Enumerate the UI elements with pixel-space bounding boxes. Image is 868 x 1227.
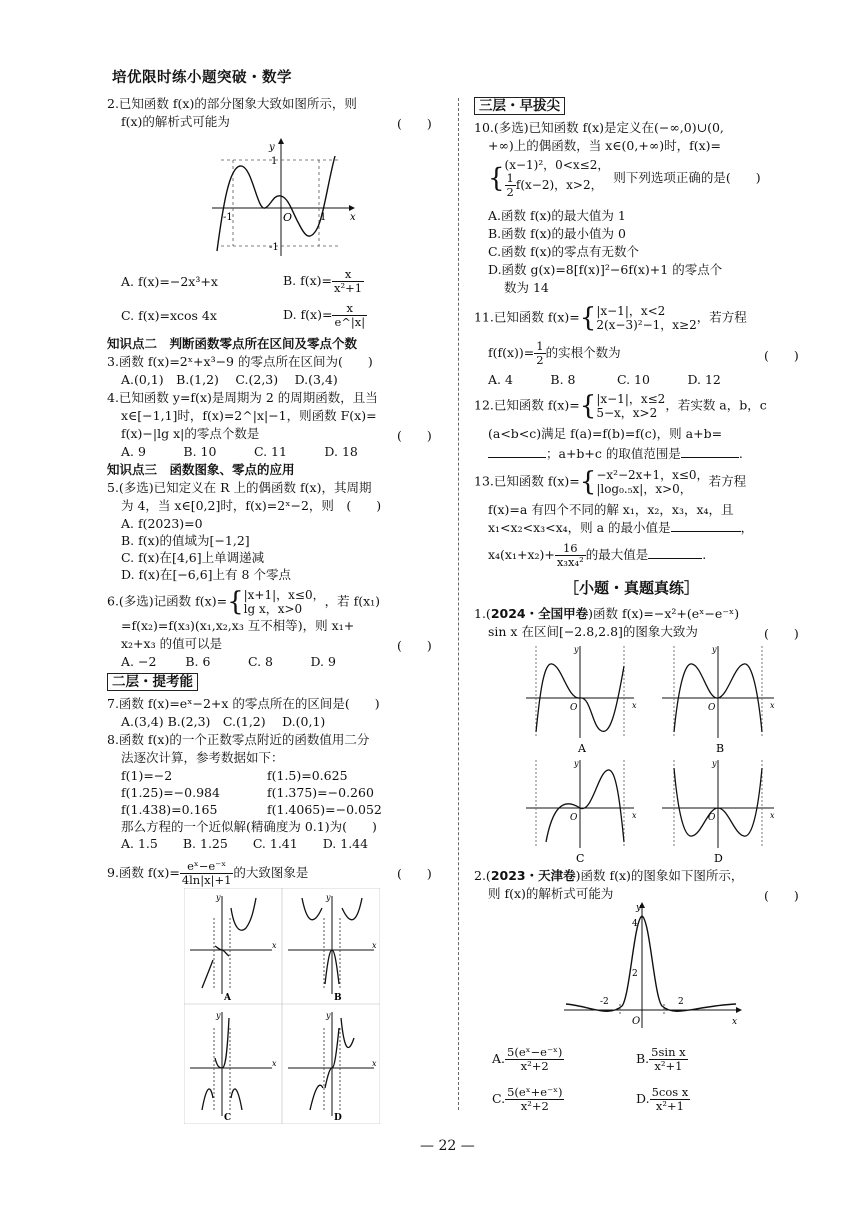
q9-line1: 9.函数 f(x)= $\frac{\text{eˣ−e⁻ˣ}}{4\ln|x|+1}$ 的大致图象是 [107, 859, 309, 887]
q2-answer-paren: ( ) [397, 116, 432, 131]
svg-text:x: x [372, 941, 377, 950]
svg-text:x: x [770, 811, 775, 820]
svg-text:y: y [574, 759, 579, 768]
q13-line2: f(x)=a 有四个不同的解 x₁，x₂，x₃，x₄，且 [488, 502, 734, 517]
q2-curve [217, 156, 335, 251]
q12-line1: 12.已知函数 f(x)={ |x−1|，x≤2 5−x，x>2 ，若实数 a，b，c [474, 391, 767, 421]
q9-graphs [184, 888, 380, 1124]
svg-text:x: x [272, 1059, 277, 1068]
q13-blank-1[interactable] [671, 531, 741, 532]
q12-line3: ；a+b+c 的取值范围是 . [488, 446, 743, 462]
svg-text:B: B [334, 993, 342, 1003]
svg-text:x: x [632, 811, 637, 820]
q9-graph-a [190, 893, 277, 1003]
q4-answer-paren: ( ) [397, 428, 432, 443]
r2-line1: 2.(2023・天津卷)函数 f(x)的图象如下图所示， [474, 868, 744, 883]
q2-tick-y1: 1 [271, 156, 278, 167]
q12-line2: (a<b<c)满足 f(a)=f(b)=f(c)，则 a+b= [488, 426, 723, 441]
tier-2-heading: 二层・提考能 [107, 674, 198, 690]
svg-text:-2: -2 [600, 997, 609, 1007]
q2-option-c: C. f(x)=xcos 4x [121, 308, 217, 323]
q6-line3: x₂+x₃ 的值可以是 [121, 636, 223, 651]
q3-line1: 3.函数 f(x)=2ˣ+x³−9 的零点所在区间为( ) [107, 354, 373, 369]
q2-line2: f(x)的解析式可能为 [121, 114, 230, 129]
page-header: 培优限时练小题突破・数学 [112, 70, 292, 86]
svg-text:O: O [632, 1016, 641, 1027]
q4-line1: 4.已知函数 y=f(x)是周期为 2 的周期函数，且当 [107, 390, 378, 405]
svg-text:y: y [216, 1011, 221, 1020]
svg-text:y: y [574, 645, 579, 654]
q10-option-b: B.函数 f(x)的最小值为 0 [488, 226, 626, 241]
r1-graphs [522, 642, 778, 864]
q8-row2-right: f(1.375)=−0.260 [267, 785, 374, 800]
q4-options: A. 9 B. 10 C. 11 D. 18 [121, 444, 358, 459]
svg-text:4: 4 [632, 919, 638, 929]
svg-text:2: 2 [678, 997, 684, 1007]
q9-graph-c [190, 1011, 277, 1123]
r2-option-d: D. $\frac{\text{5cos x}}{\text{x²+1}}$ [636, 1085, 689, 1113]
svg-text:x: x [732, 1017, 738, 1027]
svg-text:C: C [576, 852, 585, 864]
q9-graph-b [288, 893, 377, 1003]
q8-line2: 法逐次计算，参考数据如下： [121, 750, 284, 765]
q2-line1: 2.已知函数 f(x)的部分图象大致如图所示，则 [107, 96, 357, 111]
q11-options: A. 4 B. 8 C. 10 D. 12 [488, 372, 721, 387]
q10-piecewise: { (x−1)²，0<x≤2， $\frac{1}{2}$ f(x−2)，x>2， 则下列选项正确的是( ) [488, 158, 761, 199]
q5-line2: 为 4，当 x∈[0,2]时，f(x)=2ˣ−2，则 ( ) [121, 498, 382, 513]
q10-option-c: C.函数 f(x)的零点有无数个 [488, 244, 639, 259]
svg-text:x: x [272, 941, 277, 950]
q10-option-a: A.函数 f(x)的最大值为 1 [488, 208, 626, 223]
q2-origin-label: O [283, 211, 293, 224]
svg-text:y: y [636, 903, 642, 913]
r2-option-b: B. $\frac{\text{5sin x}}{\text{x²+1}}$ [636, 1045, 686, 1073]
q6-line2: =f(x₂)=f(x₃)(x₁,x₂,x₃ 互不相等)，则 x₁+ [121, 618, 355, 633]
q2-tick-x1: 1 [320, 212, 327, 223]
q7-options: A.(3,4) B.(2,3) C.(1,2) D.(0,1) [121, 714, 326, 729]
q6-line1: 6.(多选)记函数 f(x)={ |x+1|，x≤0， lg x，x>0 ，若 f(x₁) [107, 587, 381, 617]
q12-blank-1[interactable] [488, 457, 546, 458]
column-divider [458, 98, 459, 1110]
svg-text:y: y [712, 759, 717, 768]
svg-text:x: x [372, 1059, 377, 1068]
svg-text:y: y [326, 893, 331, 902]
q4-line3: f(x)−|lg x|的零点个数是 [121, 426, 260, 441]
svg-text:x: x [770, 701, 775, 710]
r1-graph-d [662, 759, 775, 864]
q10-line1: 10.(多选)已知函数 f(x)是定义在(−∞,0)∪(0, [474, 120, 724, 135]
svg-text:y: y [712, 645, 717, 654]
q8-line6: 那么方程的一个近似解(精确度为 0.1)为( ) [121, 819, 377, 834]
svg-text:O: O [708, 813, 716, 823]
q5-option-b: B. f(x)的值域为[−1,2] [121, 533, 250, 548]
q13-line1: 13.已知函数 f(x)={ −x²−2x+1，x≤0， |log₀.₅x|，x>0， 若方程 [474, 467, 747, 497]
r1-graph-b [662, 645, 775, 755]
q10-option-d-cont: 数为 14 [504, 280, 549, 295]
q13-line4: x₄(x₁+x₂)+ $\frac{16}{\text{x₃x₄²}}$ 的最大值是 . [488, 541, 707, 569]
r1-line1: 1.(2024・全国甲卷)函数 f(x)=−x²+(eˣ−e⁻ˣ) [474, 606, 740, 621]
svg-text:D: D [714, 852, 723, 864]
q2-tick-x-1: -1 [223, 212, 233, 223]
q2-y-label: y [269, 142, 275, 153]
q2-option-b: B. f(x)= $\frac{x}{\text{x²+1}}$ [283, 267, 363, 295]
q13-blank-2[interactable] [648, 558, 702, 559]
svg-text:O: O [570, 703, 578, 713]
q8-row2-left: f(1.25)=−0.984 [121, 785, 220, 800]
r1-answer-paren: ( ) [764, 626, 799, 641]
q2-x-label: x [350, 212, 356, 223]
svg-text:y: y [216, 893, 221, 902]
knowledge-point-3: 知识点三 函数图象、零点的应用 [107, 462, 295, 477]
q8-line1: 8.函数 f(x)的一个正数零点附近的函数值用二分 [107, 732, 370, 747]
q9-graph-d [288, 1011, 377, 1123]
q8-row3-left: f(1.438)=0.165 [121, 802, 218, 817]
real-exam-heading: ［小题・真题真练］ [564, 579, 700, 597]
q4-line2: x∈[−1,1]时，f(x)=2^|x|−1，则函数 F(x)= [121, 408, 377, 423]
q5-line1: 5.(多选)已知定义在 R 上的偶函数 f(x)，其周期 [107, 480, 372, 495]
svg-text:O: O [708, 703, 716, 713]
tier-3-heading: 三层・早拔尖 [474, 98, 565, 114]
r2-answer-paren: ( ) [764, 888, 799, 903]
svg-text:B: B [716, 742, 725, 755]
q11-line1: 11.已知函数 f(x)={ |x−1|，x<2 2(x−3)²−1，x≥2 ，若方程 [474, 303, 747, 333]
svg-text:D: D [334, 1113, 342, 1123]
q2-option-a: A. f(x)=−2x³+x [121, 274, 218, 289]
q12-blank-2[interactable] [681, 457, 739, 458]
q2-tick-y-1: -1 [269, 242, 279, 253]
r2-curve [566, 916, 736, 1011]
q9-answer-paren: ( ) [397, 866, 432, 881]
q5-option-a: A. f(2023)=0 [121, 516, 203, 531]
q11-answer-paren: ( ) [764, 348, 799, 363]
r2-line2: 则 f(x)的解析式可能为 [488, 886, 614, 901]
svg-text:y: y [326, 1011, 331, 1020]
r1-line2: sin x 在区间[−2.8,2.8]的图象大致为 [488, 624, 698, 639]
page-number: — 22 — [420, 1138, 475, 1154]
r1-graph-c [526, 759, 637, 864]
svg-text:2: 2 [632, 969, 638, 979]
svg-text:O: O [570, 813, 578, 823]
q6-options: A. −2 B. 6 C. 8 D. 9 [121, 654, 336, 669]
svg-text:A: A [224, 993, 231, 1003]
q2-graph [207, 136, 357, 261]
r1-graph-a [526, 645, 637, 755]
q10-line2: +∞)上的偶函数，当 x∈(0,+∞)时，f(x)= [488, 138, 722, 153]
q5-option-d: D. f(x)在[−6,6]上有 8 个零点 [121, 567, 291, 582]
q8-options: A. 1.5 B. 1.25 C. 1.41 D. 1.44 [121, 836, 369, 851]
q8-row3-right: f(1.4065)=−0.052 [267, 802, 382, 817]
r2-graph [560, 900, 746, 1032]
q5-option-c: C. f(x)在[4,6]上单调递减 [121, 550, 265, 565]
q10-option-d: D.函数 g(x)=8[f(x)]²−6f(x)+1 的零点个 [488, 262, 723, 277]
q6-answer-paren: ( ) [397, 638, 432, 653]
q3-options: A.(0,1) B.(1,2) C.(2,3) D.(3,4) [121, 372, 338, 387]
q11-line2: f(f(x))= $\frac{1}{2}$ 的实根个数为 [488, 339, 621, 367]
svg-text:x: x [632, 701, 637, 710]
q2-option-d: D. f(x)= $\frac{x}{e\^{}|x|}$ [283, 301, 366, 329]
svg-text:C: C [224, 1113, 232, 1123]
knowledge-point-2: 知识点二 判断函数零点所在区间及零点个数 [107, 336, 358, 351]
svg-text:A: A [578, 742, 586, 755]
q13-line3: x₁<x₂<x₃<x₄，则 a 的最小值是 ， [488, 520, 754, 535]
q8-row1-right: f(1.5)=0.625 [267, 768, 348, 783]
q8-row1-left: f(1)=−2 [121, 768, 173, 783]
r2-option-c: C. $\frac{\text{5(eˣ+e⁻ˣ)}}{\text{x²+2}}$ [492, 1085, 563, 1113]
r2-option-a: A. $\frac{\text{5(eˣ−e⁻ˣ)}}{\text{x²+2}}$ [492, 1045, 563, 1073]
q7-line1: 7.函数 f(x)=eˣ−2+x 的零点所在的区间是( ) [107, 696, 380, 711]
